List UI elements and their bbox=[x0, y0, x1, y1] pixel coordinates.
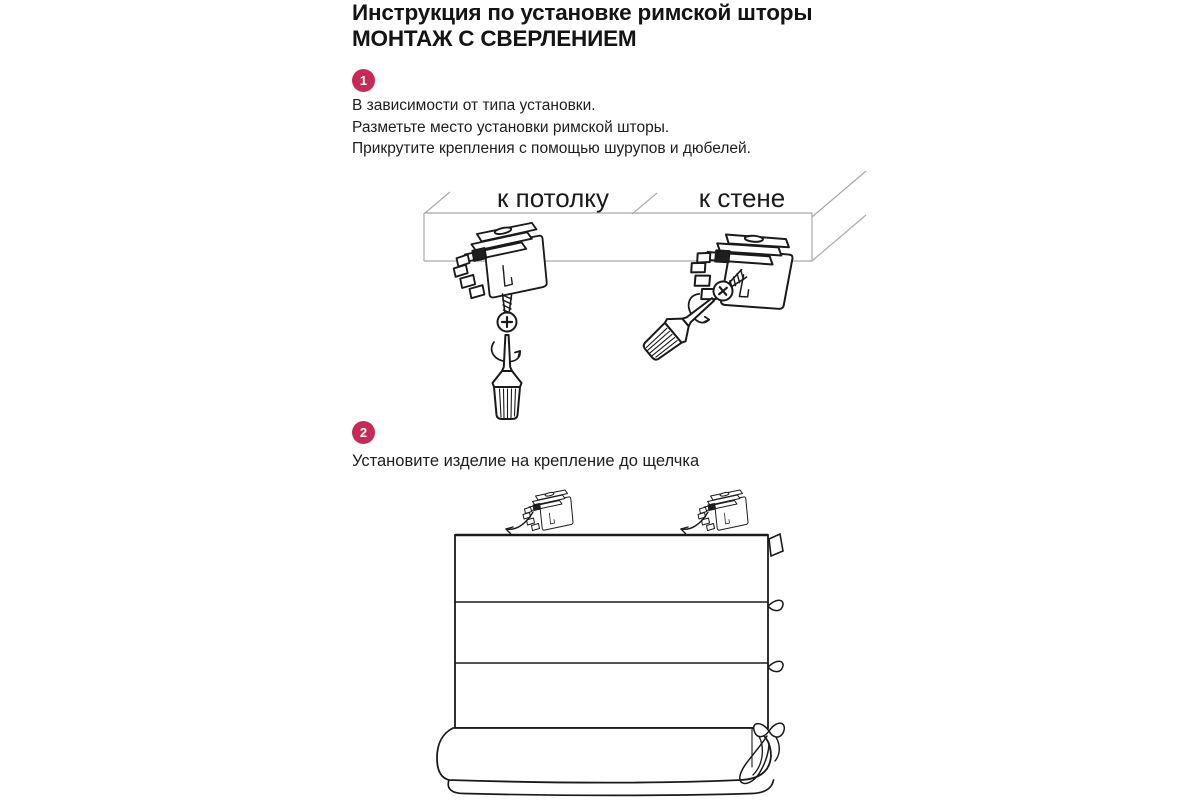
step2-number: 2 bbox=[359, 425, 368, 440]
step2-badge bbox=[352, 421, 375, 444]
label-wall: к стене bbox=[698, 183, 786, 213]
cord-loop-bottom-icon bbox=[768, 661, 783, 671]
title-line-2: МОНТАЖ С СВЕРЛЕНИЕМ bbox=[352, 26, 637, 51]
step1-number: 1 bbox=[359, 73, 368, 88]
mini-bracket-left-icon bbox=[523, 490, 573, 531]
mini-bracket-right-icon bbox=[698, 490, 748, 531]
step1-line3: Прикрутите крепления с помощью шурупов и дюбелей. bbox=[352, 140, 751, 157]
step1-line2: Разметьте место установки римской шторы. bbox=[352, 118, 670, 136]
cord-loop-top-icon bbox=[768, 600, 783, 610]
mounting-diagram bbox=[400, 168, 880, 420]
ceiling-bracket-icon bbox=[454, 223, 547, 298]
page-title bbox=[352, 0, 812, 52]
step1-line1: В зависимости от типа установки. bbox=[352, 97, 596, 114]
ceiling-screw-screwdriver-icon bbox=[492, 294, 522, 419]
blind-diagram bbox=[410, 478, 830, 800]
label-ceiling: к потолку bbox=[497, 183, 609, 213]
step1-text bbox=[352, 95, 751, 160]
step1-badge bbox=[352, 69, 375, 92]
title-line-1: Инструкция по установке римской шторы bbox=[352, 0, 813, 25]
step2-line1: Установите изделие на крепление до щелчка bbox=[352, 452, 700, 470]
roman-blind bbox=[455, 535, 768, 728]
blind-tab bbox=[769, 534, 783, 556]
step2-text bbox=[352, 451, 699, 473]
blind-drape bbox=[437, 728, 774, 795]
